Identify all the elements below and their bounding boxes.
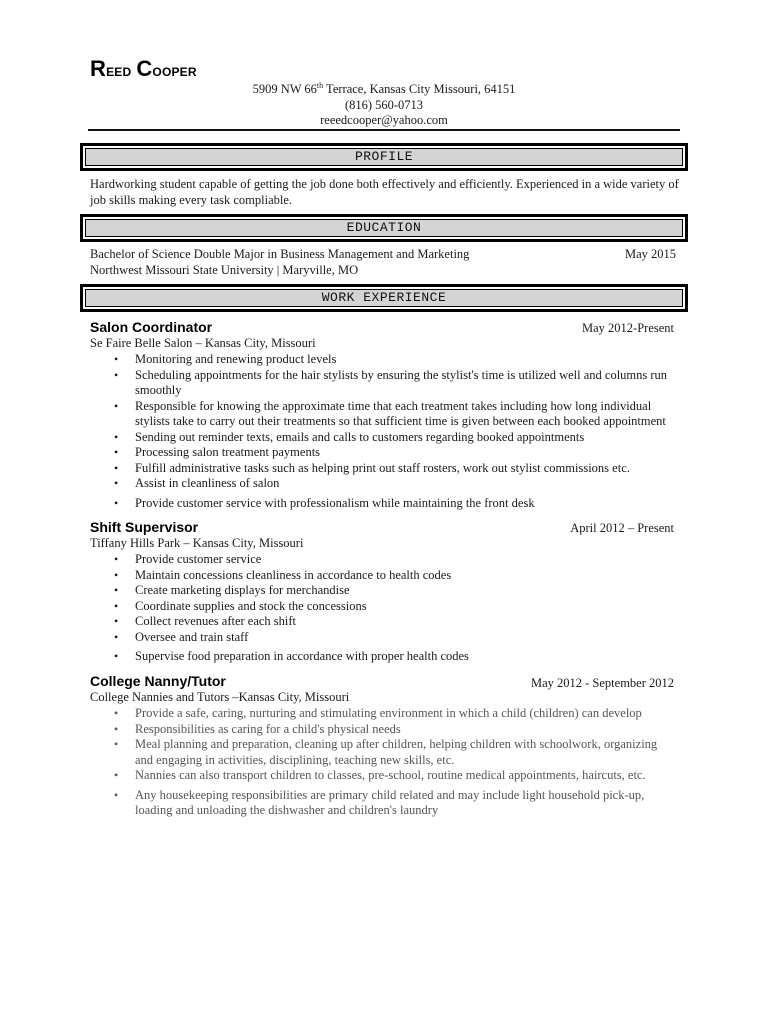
section-header-education [80, 214, 688, 242]
job-bullets [110, 552, 676, 665]
list-item: • Responsibilities as caring for a child's physical needs [110, 722, 676, 738]
section-title-profile: PROFILE [85, 148, 683, 166]
list-item: • Any housekeeping responsibilities are primary child related and may include light household pick-up, loading and unloading the dishwasher and children's laundry [110, 788, 676, 819]
education-school: Northwest Missouri State University | Maryville, MO [90, 263, 359, 277]
list-item: • Scheduling appointments for the hair stylists by ensuring the stylist's time is utilized well and columns run smoothly [110, 368, 676, 399]
header-rule [88, 129, 680, 131]
job-date: May 2012 - September 2012 [530, 676, 674, 690]
list-item: • Monitoring and renewing product levels [110, 352, 676, 368]
address: 5909 NW 66th Terrace, Kansas City Missouri, 64151 [252, 80, 516, 96]
job-title: Salon Coordinator [90, 319, 213, 335]
list-item: • Responsible for knowing the approximate time that each treatment takes including how long individual stylists take to carry out their treatments so that sufficient time is given between each booked appointment [110, 399, 676, 430]
list-item: • Oversee and train staff [110, 630, 676, 646]
profile-text: Hardworking student capable of getting the job done both effectively and efficiently. Experienced in a wide variety of job skills making every task compliable. [90, 177, 679, 207]
list-item: • Supervise food preparation in accordance with proper health codes [110, 649, 676, 665]
education-date: May 2015 [624, 247, 676, 261]
list-item: • Provide customer service with professionalism while maintaining the front desk [110, 496, 676, 512]
job-title: College Nanny/Tutor [90, 673, 226, 689]
list-item: • Nannies can also transport children to classes, pre-school, routine medical appointments, haircuts, etc. [110, 768, 676, 784]
phone: (816) 560-0713 [344, 97, 424, 112]
education-degree-row [90, 247, 676, 263]
candidate-name: Reed Cooper [90, 56, 197, 81]
list-item: • Meal planning and preparation, cleaning up after children, helping children with schoolwork, organizing and engaging in activities, disciplining, teaching new skills, etc. [110, 737, 676, 768]
list-item: • Create marketing displays for merchandise [110, 583, 676, 599]
education-degree: Bachelor of Science Double Major in Business Management and Marketing [90, 247, 470, 261]
list-item: • Coordinate supplies and stock the concessions [110, 599, 676, 615]
job-bullets [110, 352, 676, 511]
list-item: • Collect revenues after each shift [110, 614, 676, 630]
list-item: • Sending out reminder texts, emails and calls to customers regarding booked appointments [110, 430, 676, 446]
job-employer: Se Faire Belle Salon – Kansas City, Missouri [90, 336, 316, 350]
job-title: Shift Supervisor [90, 519, 199, 535]
list-item: • Fulfill administrative tasks such as helping print out staff rosters, work out stylist commissions etc. [110, 461, 676, 477]
section-title-work: WORK EXPERIENCE [85, 289, 683, 307]
list-item: • Provide a safe, caring, nurturing and stimulating environment in which a child (children) can develop [110, 706, 676, 722]
section-title-education: EDUCATION [85, 219, 683, 237]
job-date: May 2012-Present [582, 321, 674, 335]
section-header-profile [80, 143, 688, 171]
job-bullets [110, 706, 676, 819]
job-employer: College Nannies and Tutors –Kansas City, Missouri [90, 690, 350, 704]
list-item: • Maintain concessions cleanliness in accordance to health codes [110, 568, 676, 584]
list-item: • Assist in cleanliness of salon [110, 476, 676, 492]
list-item: • Processing salon treatment payments [110, 445, 676, 461]
section-header-work [80, 284, 688, 312]
job-employer: Tiffany Hills Park – Kansas City, Missouri [90, 536, 304, 550]
job-date: April 2012 – Present [570, 521, 674, 535]
list-item: • Provide customer service [110, 552, 676, 568]
contact-block [180, 82, 588, 129]
email: reeedcooper@yahoo.com [320, 113, 448, 127]
